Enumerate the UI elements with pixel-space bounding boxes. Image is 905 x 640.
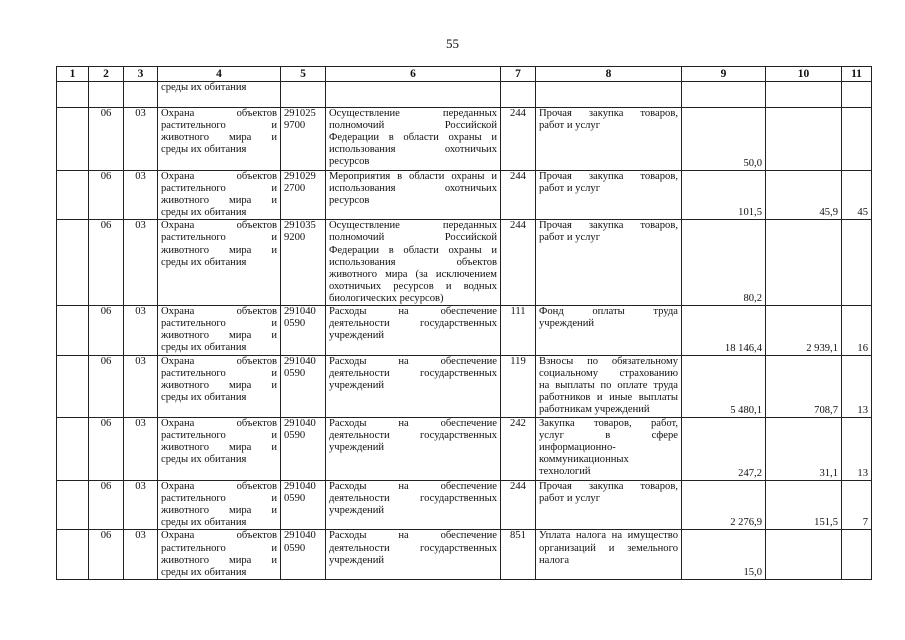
cell-amount xyxy=(682,481,766,530)
expense-type-code: 111 xyxy=(510,306,526,318)
cell-target-article xyxy=(281,220,326,306)
column-header-7: 7 xyxy=(501,67,536,82)
cell-target-article xyxy=(281,418,326,481)
subsection-code: 03 xyxy=(135,418,146,430)
cell-executed xyxy=(766,530,842,580)
article-name-line: деятельности государственных xyxy=(329,430,497,442)
cell-executed xyxy=(766,306,842,356)
table-row xyxy=(57,306,872,356)
cell-amount xyxy=(682,171,766,220)
subsection-name-line: Охрана объектов xyxy=(161,530,277,542)
cell-col10 xyxy=(766,82,842,108)
cell-subsection-name xyxy=(158,356,281,418)
target-article-line: 291029 xyxy=(284,171,316,182)
article-name-line: Федерации в области охраны и xyxy=(329,132,497,144)
cell-article-name xyxy=(326,530,501,580)
cell-percent xyxy=(842,418,872,481)
target-article-line: 0590 xyxy=(284,542,306,554)
target-article-line: 291040 xyxy=(284,306,316,318)
section-code: 06 xyxy=(100,356,112,368)
column-header-9: 9 xyxy=(682,67,766,82)
amount-value: 18 146,4 xyxy=(724,342,762,354)
cell-amount xyxy=(682,306,766,356)
cell-expense-type xyxy=(501,220,536,306)
target-article-line: 291040 xyxy=(284,418,316,430)
subsection-name-line: Охрана объектов xyxy=(161,356,277,368)
executed-value: 2 939,1 xyxy=(806,342,838,354)
cell-expense-type-name xyxy=(536,171,682,220)
table-row xyxy=(57,530,872,580)
cell-subsection xyxy=(124,530,158,580)
cell-percent xyxy=(842,171,872,220)
cell-amount xyxy=(682,356,766,418)
expense-type-name-line: Закупка товаров, работ, xyxy=(539,418,678,430)
cell-col1 xyxy=(57,82,89,108)
expense-type-name-line: технологий xyxy=(539,466,591,478)
subsection-name-line: растительного и xyxy=(161,542,277,554)
article-name-line: Расходы на обеспечение xyxy=(329,418,497,430)
expense-type-code: 244 xyxy=(510,171,526,182)
article-name-line: учреждений xyxy=(329,380,385,392)
section-code: 06 xyxy=(100,171,112,182)
subsection-name-line: животного мира и xyxy=(161,505,277,517)
cell-amount xyxy=(682,418,766,481)
expense-type-code: 851 xyxy=(510,530,526,542)
subsection-name-line: среды их обитания xyxy=(161,144,247,156)
subsection-name-line: среды их обитания xyxy=(161,392,247,404)
table-row xyxy=(57,171,872,220)
table-row xyxy=(57,220,872,306)
cell-subsection-name xyxy=(158,530,281,580)
cell-percent xyxy=(842,220,872,306)
article-name-line: ресурсов xyxy=(329,195,370,207)
expense-type-name-line: работ и услуг xyxy=(539,183,601,195)
cell-col1 xyxy=(57,220,89,306)
column-header-2: 2 xyxy=(89,67,124,82)
cell-subsection-name xyxy=(158,108,281,171)
target-article-line: 291040 xyxy=(284,481,316,493)
expense-type-name-line: Фонд оплаты труда xyxy=(539,306,678,318)
article-name-line: учреждений xyxy=(329,330,385,342)
percent-value: 45 xyxy=(857,207,868,219)
cell-subsection-name xyxy=(158,481,281,530)
subsection-name-line: Охрана объектов xyxy=(161,481,277,493)
subsection-name-line: животного мира и xyxy=(161,442,277,454)
article-name-line: животного мира (за исключением xyxy=(329,268,497,280)
expense-type-name-line: Взносы по обязательному xyxy=(539,356,678,368)
cell-amount xyxy=(682,108,766,171)
subsection-code: 03 xyxy=(135,108,146,119)
expense-type-name-line: Прочая закупка товаров, xyxy=(539,108,678,119)
article-name-line: использования охотничьих xyxy=(329,183,497,195)
expense-type-name-line: социальному страхованию xyxy=(539,368,678,380)
subsection-name-line: Охрана объектов xyxy=(161,108,277,119)
cell-article-name xyxy=(326,356,501,418)
article-name-line: биологических ресурсов) xyxy=(329,292,444,304)
expense-type-code: 119 xyxy=(510,356,526,368)
expense-type-name-line: Уплата налога на имущество xyxy=(539,530,678,542)
expense-type-name-line: работников и иные выплаты xyxy=(539,392,678,404)
cell-target-article xyxy=(281,356,326,418)
cell-col9 xyxy=(682,82,766,108)
subsection-name-line: Охрана объектов xyxy=(161,220,277,232)
article-name-line: Осуществление переданных xyxy=(329,220,497,232)
article-name-line: деятельности государственных xyxy=(329,493,497,505)
article-name-line: учреждений xyxy=(329,554,385,566)
cell-subsection xyxy=(124,108,158,171)
article-name-line: Расходы на обеспечение xyxy=(329,356,497,368)
cell-expense-type xyxy=(501,171,536,220)
cell-target-article xyxy=(281,108,326,171)
cell-amount xyxy=(682,530,766,580)
cell-section xyxy=(89,530,124,580)
expense-type-name-line: Прочая закупка товаров, xyxy=(539,220,678,232)
expense-type-code: 244 xyxy=(510,481,526,493)
subsection-name-line: растительного и xyxy=(161,430,277,442)
cell-col1 xyxy=(57,481,89,530)
subsection-name-line: Охрана объектов xyxy=(161,418,277,430)
target-article-line: 0590 xyxy=(284,318,306,330)
cell-subsection xyxy=(124,171,158,220)
subsection-code: 03 xyxy=(135,530,146,542)
cell-target-article xyxy=(281,306,326,356)
expense-type-name-line: работ и услуг xyxy=(539,493,601,505)
cell-percent xyxy=(842,481,872,530)
article-name-line: охотничьих ресурсов и водных xyxy=(329,280,497,292)
cell-expense-type-name xyxy=(536,306,682,356)
subsection-name-line: Охрана объектов xyxy=(161,306,277,318)
cell-expense-type xyxy=(501,418,536,481)
cell-col1 xyxy=(57,306,89,356)
cell-expense-type xyxy=(501,530,536,580)
article-name-line: Расходы на обеспечение xyxy=(329,530,497,542)
article-name-line: деятельности государственных xyxy=(329,318,497,330)
cell-executed xyxy=(766,418,842,481)
subsection-name-line: животного мира и xyxy=(161,380,277,392)
target-article-line: 0590 xyxy=(284,493,306,505)
article-name-line: Федерации в области охраны и xyxy=(329,244,497,256)
cell-percent xyxy=(842,306,872,356)
continuation-row xyxy=(57,82,872,108)
article-name-line: полномочий Российской xyxy=(329,232,497,244)
target-article-line: 291035 xyxy=(284,220,316,232)
expense-type-code: 244 xyxy=(510,220,526,232)
cell-col4 xyxy=(158,82,281,108)
cell-target-article xyxy=(281,530,326,580)
section-code: 06 xyxy=(100,108,112,119)
subsection-name-line: животного мира и xyxy=(161,132,277,144)
subsection-name-line: растительного и xyxy=(161,493,277,505)
subsection-name-line: животного мира и xyxy=(161,244,277,256)
column-header-1: 1 xyxy=(57,67,89,82)
expense-type-name-line: налога xyxy=(539,554,570,566)
table-row xyxy=(57,418,872,481)
target-article-line: 291025 xyxy=(284,108,316,119)
expense-type-name-line: услуг в сфере xyxy=(539,430,678,442)
cell-section xyxy=(89,220,124,306)
expense-type-name-line: Прочая закупка товаров, xyxy=(539,481,678,493)
cell-section xyxy=(89,171,124,220)
section-code: 06 xyxy=(100,220,112,232)
cell-percent xyxy=(842,108,872,171)
article-name-line: учреждений xyxy=(329,505,385,517)
section-code: 06 xyxy=(100,418,112,430)
subsection-code: 03 xyxy=(135,171,146,182)
subsection-name-line: растительного и xyxy=(161,368,277,380)
amount-value: 15,0 xyxy=(743,567,762,579)
cell-col6 xyxy=(326,82,501,108)
article-name-line: Расходы на обеспечение xyxy=(329,306,497,318)
cell-article-name xyxy=(326,220,501,306)
table-row xyxy=(57,481,872,530)
percent-value: 7 xyxy=(862,517,868,529)
budget-table xyxy=(56,66,872,580)
expense-type-code: 244 xyxy=(510,108,526,119)
subsection-name-line: растительного и xyxy=(161,318,277,330)
section-code: 06 xyxy=(100,481,112,493)
column-header-10: 10 xyxy=(766,67,842,82)
section-code: 06 xyxy=(100,530,112,542)
cell-expense-type-name xyxy=(536,418,682,481)
subsection-name-line: растительного и xyxy=(161,183,277,195)
executed-value: 151,5 xyxy=(814,517,838,529)
cell-subsection-name xyxy=(158,418,281,481)
subsection-name-line: среды их обитания xyxy=(161,342,247,354)
column-header-11: 11 xyxy=(842,67,872,82)
cell-expense-type xyxy=(501,481,536,530)
cell-col7 xyxy=(501,82,536,108)
page-number: 55 xyxy=(446,36,459,51)
cell-subsection xyxy=(124,481,158,530)
executed-value: 708,7 xyxy=(814,404,838,416)
cell-article-name xyxy=(326,418,501,481)
cell-col8 xyxy=(536,82,682,108)
subsection-code: 03 xyxy=(135,220,146,232)
target-article-line: 291040 xyxy=(284,356,316,368)
expense-type-name-line: Прочая закупка товаров, xyxy=(539,171,678,182)
amount-value: 101,5 xyxy=(738,207,762,219)
amount-value: 2 276,9 xyxy=(730,517,762,529)
cell-expense-type xyxy=(501,108,536,171)
subsection-name-line: среды их обитания xyxy=(161,566,247,578)
percent-value: 16 xyxy=(857,342,868,354)
cell-subsection-name xyxy=(158,171,281,220)
cell-expense-type-name xyxy=(536,356,682,418)
executed-value: 45,9 xyxy=(819,207,838,219)
cell-target-article xyxy=(281,481,326,530)
percent-value: 13 xyxy=(857,404,868,416)
expense-type-name-line: учреждений xyxy=(539,318,595,330)
subsection-name-line: животного мира и xyxy=(161,330,277,342)
amount-value: 247,2 xyxy=(738,467,762,479)
cell-subsection-name xyxy=(158,306,281,356)
target-article-line: 2700 xyxy=(284,183,306,195)
subsection-code: 03 xyxy=(135,481,146,493)
target-article-line: 9700 xyxy=(284,120,306,132)
subsection-name-line: растительного и xyxy=(161,232,277,244)
cell-col1 xyxy=(57,108,89,171)
cell-subsection-name xyxy=(158,220,281,306)
article-name-line: Осуществление переданных xyxy=(329,108,497,119)
expense-type-name-line: организаций и земельного xyxy=(539,542,678,554)
amount-value: 5 480,1 xyxy=(730,404,762,416)
subsection-name-line: среды их обитания xyxy=(161,207,247,219)
executed-value: 31,1 xyxy=(819,467,838,479)
cell-amount xyxy=(682,220,766,306)
cell-subsection xyxy=(124,220,158,306)
target-article-line: 0590 xyxy=(284,430,306,442)
cell-col3 xyxy=(124,82,158,108)
article-name-line: использования объектов xyxy=(329,256,497,268)
article-name-line: полномочий Российской xyxy=(329,120,497,132)
subsection-code: 03 xyxy=(135,356,146,368)
continuation-text: среды их обитания xyxy=(161,82,247,93)
cell-section xyxy=(89,356,124,418)
cell-subsection xyxy=(124,418,158,481)
expense-type-name-line: работникам учреждений xyxy=(539,404,650,416)
subsection-name-line: животного мира и xyxy=(161,554,277,566)
section-code: 06 xyxy=(100,306,112,318)
cell-article-name xyxy=(326,171,501,220)
subsection-name-line: среды их обитания xyxy=(161,256,247,268)
cell-section xyxy=(89,481,124,530)
cell-col11 xyxy=(842,82,872,108)
cell-subsection xyxy=(124,356,158,418)
subsection-name-line: среды их обитания xyxy=(161,517,247,529)
percent-value: 13 xyxy=(857,467,868,479)
cell-section xyxy=(89,108,124,171)
cell-executed xyxy=(766,171,842,220)
amount-value: 80,2 xyxy=(743,292,762,304)
cell-executed xyxy=(766,220,842,306)
column-header-3: 3 xyxy=(124,67,158,82)
expense-type-code: 242 xyxy=(510,418,526,430)
article-name-line: Мероприятия в области охраны и xyxy=(329,171,497,182)
article-name-line: учреждений xyxy=(329,442,385,454)
cell-expense-type-name xyxy=(536,108,682,171)
cell-section xyxy=(89,306,124,356)
expense-type-name-line: коммуникационных xyxy=(539,454,629,466)
cell-col1 xyxy=(57,418,89,481)
cell-target-article xyxy=(281,171,326,220)
cell-section xyxy=(89,418,124,481)
cell-percent xyxy=(842,530,872,580)
cell-article-name xyxy=(326,306,501,356)
article-name-line: деятельности государственных xyxy=(329,368,497,380)
cell-expense-type-name xyxy=(536,530,682,580)
cell-expense-type xyxy=(501,306,536,356)
article-name-line: ресурсов xyxy=(329,156,370,168)
cell-executed xyxy=(766,356,842,418)
cell-col1 xyxy=(57,171,89,220)
column-header-8: 8 xyxy=(536,67,682,82)
cell-col2 xyxy=(89,82,124,108)
subsection-name-line: растительного и xyxy=(161,120,277,132)
cell-col1 xyxy=(57,356,89,418)
cell-expense-type xyxy=(501,356,536,418)
subsection-code: 03 xyxy=(135,306,146,318)
cell-col5 xyxy=(281,82,326,108)
cell-article-name xyxy=(326,108,501,171)
table-row xyxy=(57,356,872,418)
table-row xyxy=(57,108,872,171)
subsection-name-line: животного мира и xyxy=(161,195,277,207)
amount-value: 50,0 xyxy=(743,157,762,169)
expense-type-name-line: на выплаты по оплате труда xyxy=(539,380,678,392)
cell-article-name xyxy=(326,481,501,530)
column-header-4: 4 xyxy=(158,67,281,82)
cell-expense-type-name xyxy=(536,220,682,306)
cell-executed xyxy=(766,108,842,171)
article-name-line: использования охотничьих xyxy=(329,144,497,156)
expense-type-name-line: информационно- xyxy=(539,442,616,454)
cell-percent xyxy=(842,356,872,418)
cell-expense-type-name xyxy=(536,481,682,530)
article-name-line: деятельности государственных xyxy=(329,542,497,554)
cell-col1 xyxy=(57,530,89,580)
target-article-line: 0590 xyxy=(284,368,306,380)
article-name-line: Расходы на обеспечение xyxy=(329,481,497,493)
subsection-name-line: Охрана объектов xyxy=(161,171,277,182)
target-article-line: 291040 xyxy=(284,530,316,542)
column-header-5: 5 xyxy=(281,67,326,82)
target-article-line: 9200 xyxy=(284,232,306,244)
subsection-name-line: среды их обитания xyxy=(161,454,247,466)
expense-type-name-line: работ и услуг xyxy=(539,232,601,244)
header-row xyxy=(57,67,872,82)
cell-executed xyxy=(766,481,842,530)
column-header-6: 6 xyxy=(326,67,501,82)
cell-subsection xyxy=(124,306,158,356)
expense-type-name-line: работ и услуг xyxy=(539,120,601,132)
